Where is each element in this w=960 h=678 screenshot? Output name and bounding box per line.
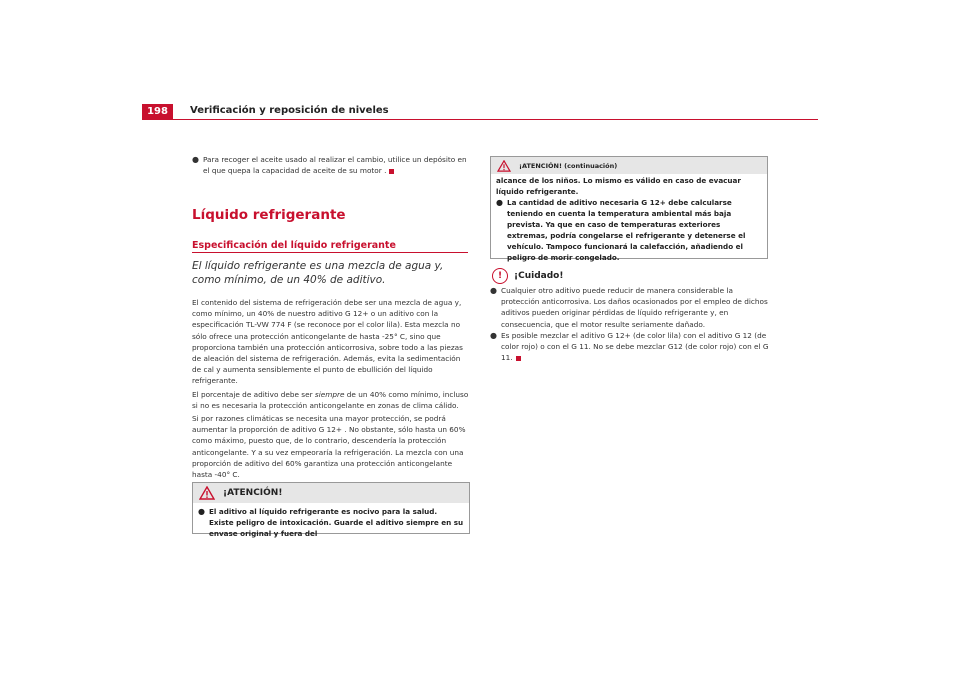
caution-bullet-1 xyxy=(490,285,770,330)
end-mark-icon xyxy=(516,356,521,361)
body-text xyxy=(192,297,470,482)
warning-continued-title: ¡ATENCIÓN! (continuación) xyxy=(519,161,618,170)
bullet-dot-icon: ● xyxy=(490,330,497,340)
paragraph-1: El contenido del sistema de refrigeración debe ser una mezcla de agua y, como mínimo, un 40% de nuestro aditivo G 12+ o un aditivo con la especificación TL-VW 774 F (se reconoce por el color lila). Esta mezcla no sólo ofrece una protección anticongelante de hasta -25° C, sino que proporciona también una protección anticorrosiva, sobre todo a las piezas de aleación del sistema de refrigeración. Además, evita la sedimentación de cal y aumenta sensiblemente el punto de ebullición del líquido refrigerante. xyxy=(192,298,463,386)
bullet-dot-icon: ● xyxy=(496,198,503,207)
section-title: Líquido refrigerante xyxy=(192,207,346,223)
warning-title: ¡ATENCIÓN! xyxy=(223,488,283,498)
page-number: 198 xyxy=(142,104,173,119)
bullet-dot-icon: ● xyxy=(198,507,205,516)
warning-bullet xyxy=(193,503,469,542)
warning-triangle-icon xyxy=(199,486,215,500)
header-rule xyxy=(142,119,818,120)
lead-paragraph: El líquido refrigerante es una mezcla de agua y, como mínimo, de un 40% de aditivo. xyxy=(192,260,444,286)
caution-bullet-1-text: Cualquier otro aditivo puede reducir de manera considerable la protección anticorrosiva. Los daños ocasionados por el empleo de dichos aditivos pueden originar pérdidas de líquido refrigerante y, en consecuencia, que el motor resulte seriamente dañado. xyxy=(500,286,768,329)
caution-heading xyxy=(492,268,563,284)
warning-continued-bullet xyxy=(496,197,762,263)
warning-header xyxy=(193,483,469,503)
warning-continued-body xyxy=(491,174,767,266)
paragraph-3: Si por razones climáticas se necesita una mayor protección, se podrá aumentar la proporción de aditivo G 12+ . No obstante, sólo hasta un 60% como máximo, puesto que, de lo contrario, descendería la protección anticongelante. Y a su vez empeoraría la refrigeración. La mezcla con una proporción de aditivo del 60% garantiza una protección anticongelante hasta -40° C. xyxy=(192,414,466,480)
caution-bullet-2-text: Es posible mezclar el aditivo G 12+ (de color lila) con el aditivo G 12 (de color rojo) o con el G 11. No se debe mezclar G12 (de color rojo) con el G 11. xyxy=(500,330,769,363)
caution-title: ¡Cuidado! xyxy=(514,271,564,281)
paragraph-2-b: de un 40% como mínimo, incluso si no es necesaria la protección anticongelante en zonas de clima cálido. xyxy=(192,389,469,410)
bullet-dot-icon: ● xyxy=(192,155,199,164)
end-mark-icon xyxy=(389,169,394,174)
paragraph-2 xyxy=(192,389,470,411)
intro-bullet-text: Para recoger el aceite usado al realizar el cambio, utilice un depósito en el que quepa la capacidad de aceite de su motor . xyxy=(202,155,467,176)
warning-triangle-icon xyxy=(497,160,511,172)
warning-continued-text: alcance de los niños. Lo mismo es válido en caso de evacuar líquido refrigerante. xyxy=(496,176,741,196)
caution-exclamation-icon: ! xyxy=(492,268,508,284)
subsection-rule xyxy=(192,252,468,253)
intro-bullet xyxy=(192,154,472,176)
paragraph-2-em: siempre xyxy=(314,389,345,399)
warning-continued-bullet-text: La cantidad de aditivo necesaria G 12+ debe calcularse teniendo en cuenta la temperatura ambiental más baja prevista. Ya que en caso de temperaturas exteriores extremas, podría congelarse el refrigerante y detenerse el vehículo. Tampoco funcionará la calefacción, añadiendo el peligro de morir congelado. xyxy=(506,198,746,262)
bullet-dot-icon: ● xyxy=(490,286,497,295)
intro-block xyxy=(192,154,472,176)
paragraph-2-a: El porcentaje de aditivo debe ser xyxy=(192,389,315,399)
warning-box xyxy=(192,482,470,538)
warning-bullet-text: El aditivo al líquido refrigerante es nocivo para la salud. Existe peligro de intoxicación. Guarde el aditivo siempre en su envase original y fuera del xyxy=(208,507,464,538)
subsection-title: Especificación del líquido refrigerante xyxy=(192,240,396,251)
warning-continued-box xyxy=(490,156,768,262)
caution-bullet-2 xyxy=(490,330,770,364)
caution-block xyxy=(490,285,770,363)
running-header: Verificación y reposición de niveles xyxy=(190,105,389,116)
warning-continued-header xyxy=(491,157,767,174)
